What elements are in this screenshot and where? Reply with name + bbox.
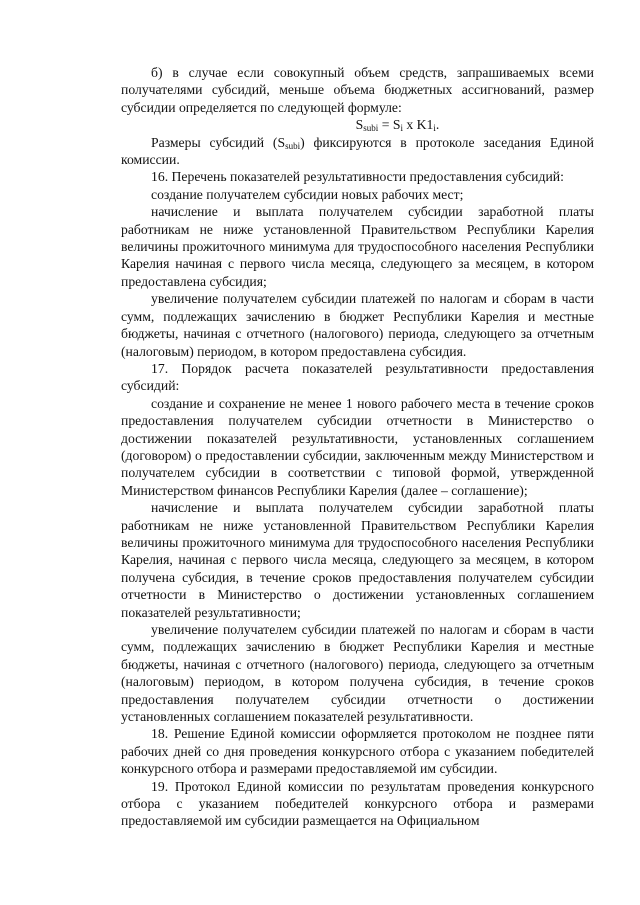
- formula-end: .: [435, 117, 440, 133]
- paragraph-17-item-3: увеличение получателем субсидии платежей по налогам и сборам в части сумм, подлежащих зачислению в бюджет Республики Карелия и местные бюджеты, начиная с отчетного (налогового) периода, следующего за отчетным (налоговым) периодом, в котором получена субсидия, в течение сроков предоставления получателем субсидии отчетности о достижении установленных соглашением показателей результативности.: [121, 622, 594, 725]
- paragraph-17: 17. Порядок расчета показателей результативности предоставления субсидий:: [121, 360, 594, 394]
- paragraph-16-item-1: создание получателем субсидии новых рабочих мест;: [151, 186, 464, 202]
- formula-rhs-sub: i: [400, 123, 403, 134]
- sizes-before: Размеры субсидий (S: [151, 134, 286, 150]
- paragraph-b: б) в случае если совокупный объем средств, запрашиваемых всеми получателями субсидий, меньше объема бюджетных ассигнований, размер субсидии определяется по следующей формуле:: [121, 65, 594, 115]
- paragraph-18: 18. Решение Единой комиссии оформляется протоколом не позднее пяти рабочих дней со дня проведения конкурсного отбора с указанием победителей конкурсного отбора и размерами предоставляемой им субсидии.: [121, 726, 594, 777]
- formula-lhs: S: [355, 117, 364, 133]
- paragraph-16-item-3: увеличение получателем субсидии платежей по налогам и сборам в части сумм, подлежащих зачислению в бюджет Республики Карелия и местные бюджеты, начиная с отчетного (налогового) периода, следующего за отчетным (налоговым) периодом, в котором предоставлена субсидия.: [121, 291, 594, 359]
- paragraph-subsidy-sizes: [121, 134, 594, 169]
- sizes-sub: subi: [285, 140, 301, 151]
- paragraph-16-item-2: начисление и выплата получателем субсидии заработной платы работникам не ниже установленной Правительством Республики Карелия величины прожиточного минимума для трудоспособного населения Республики Карелия начиная с первого числа месяца, следующего за месяцем, в котором предоставлена субсидия;: [121, 204, 594, 289]
- formula-tail-sub: i: [433, 123, 436, 134]
- subsidy-formula: [121, 116, 594, 133]
- paragraph-17-item-1: создание и сохранение не менее 1 нового рабочего места в течение сроков предоставления получателем субсидии отчетности в Министерство о достижении показателей результативности, установленных соглашением (договором) о предоставлении субсидии, заключенным между Министерством и получателем субсидии в соответствии с типовой формой, утвержденной Министерством финансов Республики Карелия (далее – соглашение);: [121, 395, 594, 498]
- paragraph-19: 19. Протокол Единой комиссии по результатам проведения конкурсного отбора с указанием победителей конкурсного отбора и размерами предоставляемой им субсидии размещается на Официальном: [121, 778, 594, 829]
- formula-tail: x K1: [402, 117, 434, 133]
- formula-eq: = S: [378, 117, 401, 133]
- formula-lhs-sub: subi: [363, 123, 379, 134]
- paragraph-17-item-2: начисление и выплата получателем субсидии заработной платы работникам не ниже установленной Правительством Республики Карелия величины прожиточного минимума для трудоспособного населения Республики Карелия, начиная с первого числа месяца, следующего за месяцем, в котором получена субсидия, в течение сроков предоставления получателем субсидии отчетности в Министерство о достижении установленных соглашением показателей результативности;: [121, 500, 594, 620]
- paragraph-16: 16. Перечень показателей результативности предоставления субсидий:: [151, 169, 564, 185]
- sizes-after: ) фиксируются в протоколе заседания Единой комиссии.: [121, 134, 594, 168]
